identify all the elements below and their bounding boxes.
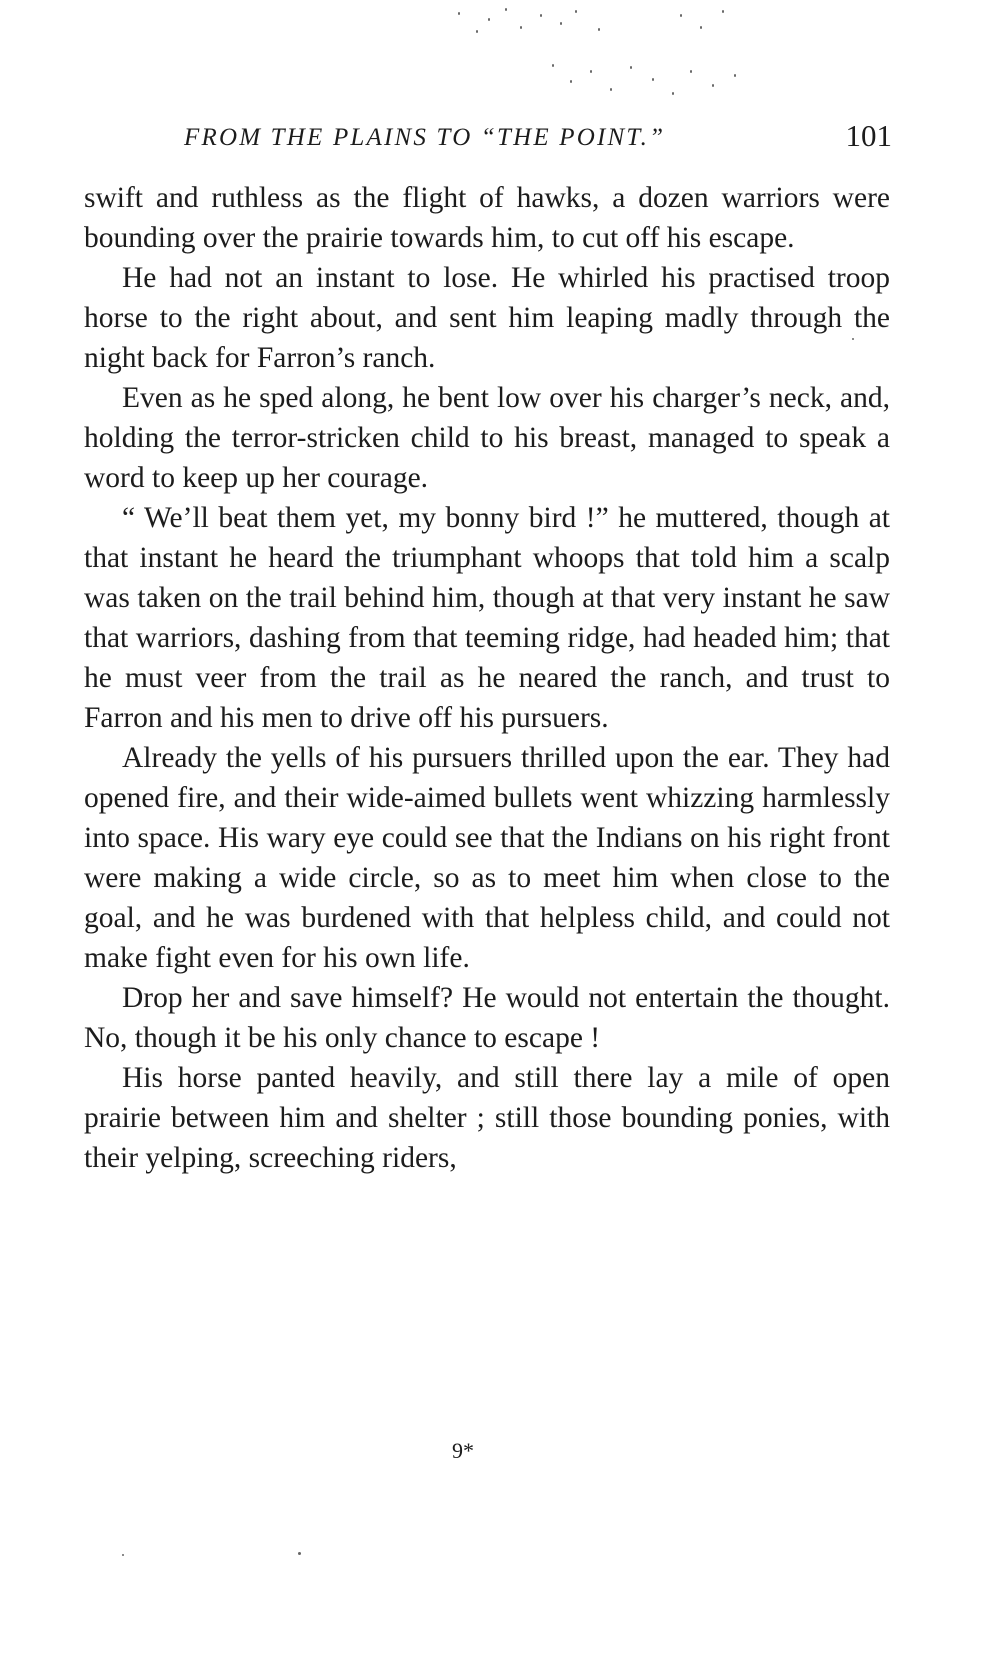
paragraph: “ We’ll beat them yet, my bonny bird !” he muttered, though at that instant he heard the triumphant whoops that told him a scalp was taken on the trail behind him, though at that very instant he saw that warriors, dashing from that teeming ridge, had headed him; that he must veer from the trail as he neared the ranch, and trust to Farron and his men to drive off his pursuers.: [84, 502, 890, 734]
paragraph: He had not an instant to lose. He whirled his practised troop horse to the right about, and sent him leaping madly through the night back for Farron’s ranch.: [84, 262, 890, 374]
paragraph: swift and ruthless as the flight of hawks, a dozen warriors were bounding over the prairie towards him, to cut off his escape.: [84, 182, 890, 254]
paragraph: Already the yells of his pursuers thrilled upon the ear. They had opened fire, and their wide-aimed bullets went whizzing harmlessly into space. His wary eye could see that the Indians on his right front were making a wide circle, so as to meet him when close to the goal, and he was burdened with that helpless child, and could not make fight even for his own life.: [84, 742, 890, 974]
paragraph: His horse panted heavily, and still there lay a mile of open prairie between him and shelter ; still those bounding ponies, with their yelping, screeching riders,: [84, 1062, 890, 1174]
paragraph: Drop her and save himself? He would not entertain the thought. No, though it be his only chance to escape !: [84, 982, 890, 1054]
paragraph: Even as he sped along, he bent low over his charger’s neck, and, holding the terror-stricken child to his breast, managed to speak a word to keep up her courage.: [84, 382, 890, 494]
body-text: [84, 178, 890, 1178]
running-header: [160, 118, 892, 158]
page-number: 101: [845, 118, 892, 153]
running-title: FROM THE PLAINS TO “THE POINT.”: [184, 124, 666, 151]
signature-mark: 9*: [452, 1438, 474, 1463]
